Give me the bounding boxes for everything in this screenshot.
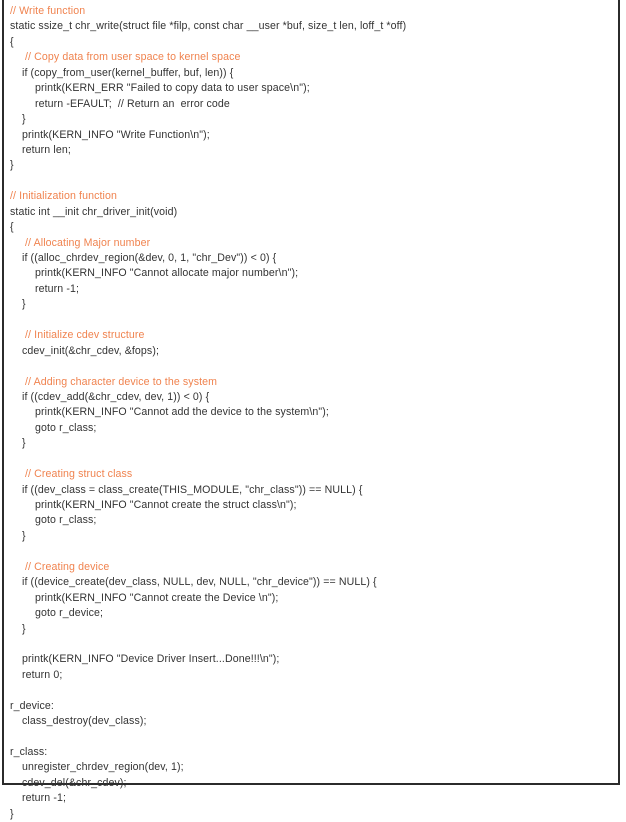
code-line: goto r_class; — [35, 421, 97, 434]
code-listing-frame — [2, 0, 620, 820]
code-line: class_destroy(dev_class); — [22, 715, 147, 728]
code-line: goto r_device; — [35, 607, 104, 620]
code-line: if ((alloc_chrdev_region(&dev, 0, 1, "chr_Dev")) < 0) { — [22, 252, 277, 264]
code-line: return -1; — [35, 282, 80, 295]
code-line: goto r_class; — [35, 514, 97, 527]
code-line: printk(KERN_INFO "Cannot create the struct class\n"); — [35, 499, 297, 511]
code-listing — [4, 0, 618, 822]
code-line: } — [22, 113, 26, 126]
code-comment-line: // Initialize cdev structure — [25, 329, 145, 342]
code-line: printk(KERN_ERR "Failed to copy data to user space\n"); — [35, 82, 310, 95]
code-line: static int __init chr_driver_init(void) — [10, 205, 178, 218]
code-line: { — [10, 35, 14, 48]
code-line: if ((dev_class = class_create(THIS_MODULE, "chr_class")) == NULL) { — [22, 483, 363, 496]
code-line: if ((device_create(dev_class, NULL, dev, NULL, "chr_device")) == NULL) { — [22, 576, 377, 589]
code-blank-line — [4, 544, 618, 559]
code-line: } — [22, 298, 26, 311]
code-line: printk(KERN_INFO "Cannot add the device to the system\n"); — [35, 406, 329, 419]
code-line: if ((cdev_add(&chr_cdev, dev, 1)) < 0) { — [22, 390, 210, 403]
code-blank-line — [4, 174, 618, 189]
code-line: return -1; — [22, 792, 67, 805]
code-line: r_class: — [10, 746, 48, 758]
code-blank-line — [4, 313, 618, 328]
code-line: cdev_init(&chr_cdev, &fops); — [22, 344, 160, 357]
code-line: } — [22, 437, 26, 450]
code-line: printk(KERN_INFO "Device Driver Insert...Done!!!\n"); — [22, 653, 280, 666]
code-line: return len; — [22, 143, 71, 156]
code-line: } — [22, 622, 26, 635]
code-comment-line: // Initialization function — [10, 190, 117, 203]
code-comment-line: // Allocating Major number — [25, 236, 151, 249]
code-line: return 0; — [22, 668, 63, 681]
code-line: r_device: — [10, 699, 54, 712]
code-blank-line — [4, 730, 618, 745]
code-comment-line: // Copy data from user space to kernel space — [25, 51, 241, 64]
code-comment-line: // Adding character device to the system — [25, 375, 218, 388]
code-line: } — [10, 159, 14, 172]
code-blank-line — [4, 359, 618, 374]
code-line: { — [10, 221, 14, 234]
code-line: if (copy_from_user(kernel_buffer, buf, len)) { — [22, 66, 234, 79]
code-line: printk(KERN_INFO "Write Function\n"); — [22, 128, 210, 141]
code-line: return -EFAULT; // Return an error code — [35, 97, 230, 110]
code-blank-line — [4, 637, 618, 652]
code-blank-line — [4, 452, 618, 467]
code-comment-line: // Creating device — [25, 560, 110, 573]
code-line: } — [22, 529, 26, 542]
code-line: printk(KERN_INFO "Cannot create the Device \n"); — [35, 591, 279, 604]
code-line: static ssize_t chr_write(struct file *filp, const char __user *buf, size_t len, loff_t *off) — [10, 20, 407, 33]
code-comment-line: // Write function — [10, 5, 86, 17]
code-line: } — [10, 807, 14, 820]
code-line: cdev_del(&chr_cdev); — [22, 776, 127, 789]
code-line: unregister_chrdev_region(dev, 1); — [22, 761, 184, 774]
code-line: printk(KERN_INFO "Cannot allocate major number\n"); — [35, 267, 299, 280]
code-comment-line: // Creating struct class — [25, 468, 133, 481]
code-blank-line — [4, 683, 618, 698]
